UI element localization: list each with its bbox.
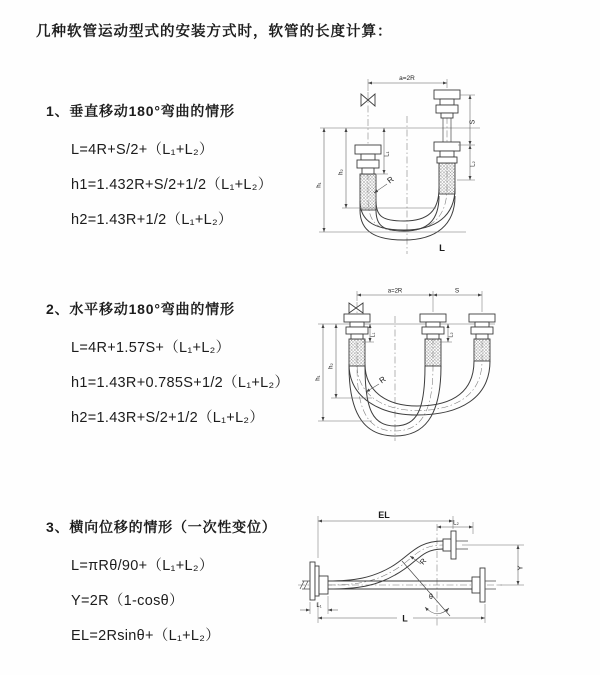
horizontal-move-180-bend-diagram (310, 286, 598, 448)
centerlines (298, 524, 502, 626)
dim-label-l: L (402, 613, 408, 624)
right-pipe-fitting (469, 314, 495, 339)
valve-icon (349, 303, 363, 313)
dim-label-r: R (417, 556, 429, 567)
formula-line: h2=1.43R+1/2（L₁+L₂） (71, 212, 233, 228)
dim-label-y: Y (515, 565, 525, 571)
formula-line: h1=1.43R+0.785S+1/2（L₁+L₂） (71, 375, 290, 391)
dim-label-el: EL (378, 510, 390, 520)
dim-label-s: S (469, 119, 477, 125)
dim-label-l1: L₁ (384, 151, 391, 157)
dim-label-s: S (454, 287, 460, 295)
dim-label-theta: θ (429, 594, 433, 601)
dim-label-h1: h₁ (316, 182, 323, 188)
dim-label-l2: L₂ (448, 332, 455, 338)
middle-pipe-fitting (420, 314, 446, 339)
dimension-lines (300, 510, 525, 624)
formula-line: Y=2R（1-cosθ） (71, 593, 184, 609)
vertical-move-180-bend-diagram (316, 70, 588, 258)
hose-curves (349, 361, 490, 436)
centerlines (357, 302, 482, 441)
formula-line: L=πRθ/90+（L₁+L₂） (71, 558, 214, 574)
formula-line: h2=1.43R+S/2+1/2（L₁+L₂） (71, 410, 265, 426)
dim-label-h2: h₂ (338, 169, 345, 175)
dim-label-l1: L₁ (370, 332, 377, 338)
dimension-lines (316, 288, 483, 422)
centerlines (368, 90, 447, 254)
dim-label-h1: h₁ (315, 375, 322, 381)
section-3-heading: 3、横向位移的情形（一次性变位） (46, 519, 277, 535)
formula-line: L=4R+S/2+（L₁+L₂） (71, 142, 214, 158)
section-2 (46, 299, 289, 436)
formula-line: L=4R+1.57S+（L₁+L₂） (71, 340, 231, 356)
left-pipe-fitting (344, 314, 370, 339)
dim-label-r: R (385, 174, 396, 186)
section-2-heading: 2、水平移动180°弯曲的情形 (46, 301, 235, 317)
dim-label-a2r: a=2R (399, 75, 415, 82)
formula-line: EL=2Rsinθ+（L₁+L₂） (71, 628, 221, 644)
left-flange (302, 562, 328, 600)
dim-label-r: R (377, 374, 388, 386)
lateral-displacement-diagram (296, 498, 596, 648)
dim-label-l2: L₂ (453, 520, 459, 527)
section-1-heading: 1、垂直移动180°弯曲的情形 (46, 103, 235, 119)
dim-label-l: L (439, 243, 445, 254)
left-pipe-fitting (355, 145, 381, 174)
dim-label-h2: h₂ (328, 363, 335, 369)
braided-hose-sections (349, 339, 490, 366)
section-1 (46, 101, 273, 238)
section-3 (46, 517, 277, 654)
formula-line: h1=1.432R+S/2+1/2（L₁+L₂） (71, 177, 273, 193)
page-title: 几种软管运动型式的安装方式时，软管的长度计算： (36, 24, 393, 40)
dim-label-l1: L₁ (316, 603, 322, 609)
dim-label-l2: L₂ (470, 161, 477, 167)
dim-label-a2r: a=2R (387, 288, 403, 295)
